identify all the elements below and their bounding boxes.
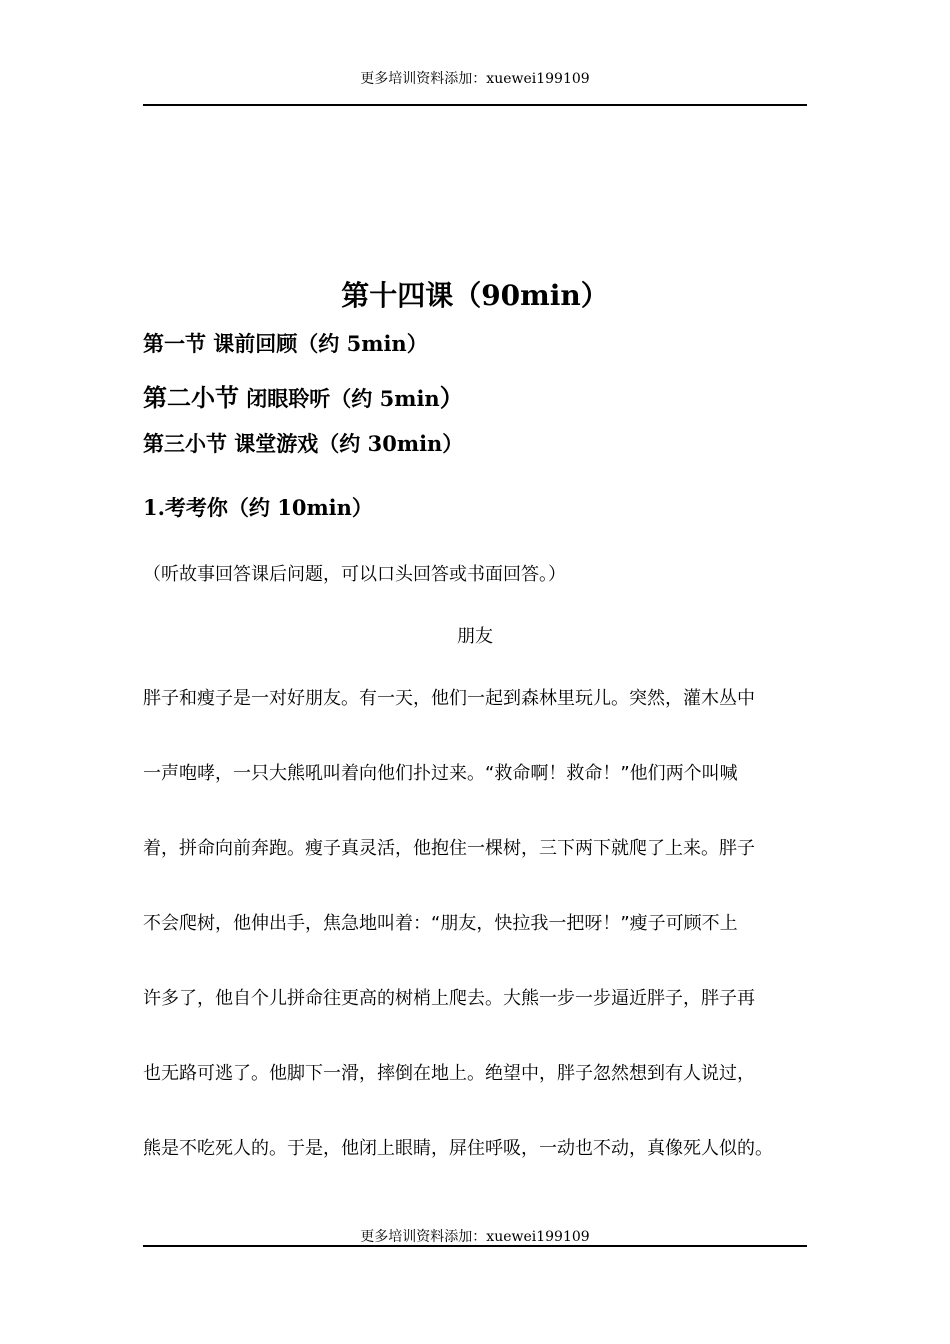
section-heading-listening — [143, 378, 464, 413]
story-line: 着，拼命向前奔跑。瘦子真灵活，他抱住一棵树，三下两下就爬了上来。胖子 — [143, 838, 755, 859]
subsection-heading-quiz: 1.考考你（约 10min） — [143, 495, 373, 520]
footer-divider — [143, 1245, 807, 1247]
story-line: 熊是不吃死人的。于是，他闭上眼睛，屏住呼吸，一动也不动，真像死人似的。 — [143, 1138, 773, 1159]
page-header: 更多培训资料添加：xuewei199109 — [360, 71, 590, 87]
story-title: 朋友 — [457, 626, 493, 647]
lesson-title: 第十四课（90min） — [341, 279, 609, 312]
section-heading-game: 第三小节 课堂游戏（约 30min） — [143, 431, 464, 456]
story-line: 不会爬树，他伸出手，焦急地叫着：“朋友，快拉我一把呀！”瘦子可顾不上 — [143, 913, 738, 934]
story-line: 一声咆哮，一只大熊吼叫着向他们扑过来。“救命啊！救命！”他们两个叫喊 — [143, 763, 738, 784]
quiz-instruction: （听故事回答课后问题，可以口头回答或书面回答。） — [143, 564, 566, 585]
section-heading-listening-close: ） — [439, 383, 464, 412]
story-line: 胖子和瘦子是一对好朋友。有一天，他们一起到森林里玩儿。突然，灌木丛中 — [143, 688, 755, 709]
section-heading-review: 第一节 课前回顾（约 5min） — [143, 331, 428, 356]
section-heading-listening-number: 第二小节 — [143, 383, 239, 412]
section-heading-listening-label: 闭眼聆听（约 5min — [239, 386, 440, 411]
story-line: 也无路可逃了。他脚下一滑，摔倒在地上。绝望中，胖子忽然想到有人说过， — [143, 1063, 755, 1084]
header-divider — [143, 104, 807, 106]
story-line: 许多了，他自个儿拼命往更高的树梢上爬去。大熊一步一步逼近胖子，胖子再 — [143, 988, 755, 1009]
page-footer: 更多培训资料添加：xuewei199109 — [360, 1229, 590, 1245]
